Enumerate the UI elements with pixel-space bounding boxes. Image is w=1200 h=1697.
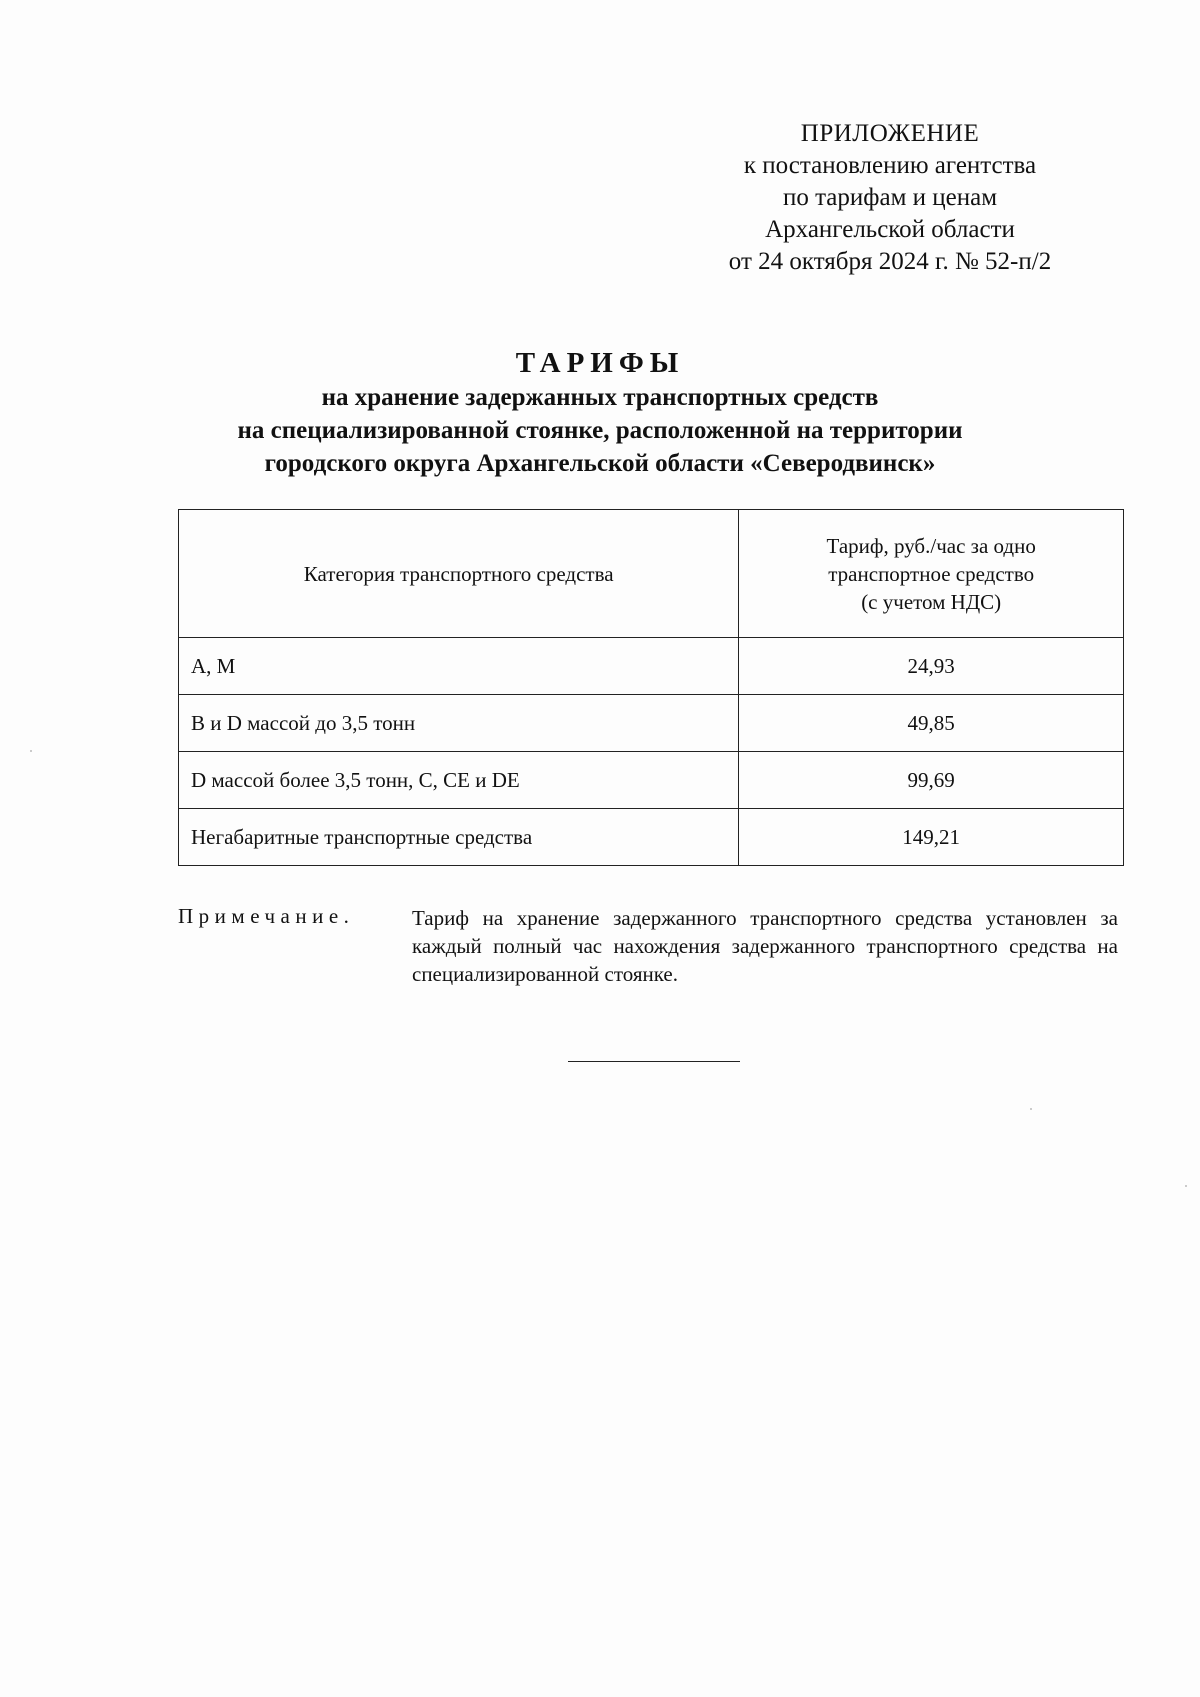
table-row bbox=[179, 809, 1124, 866]
table-header-row bbox=[179, 510, 1124, 638]
table-row bbox=[179, 695, 1124, 752]
appendix-line-2: по тарифам и ценам bbox=[782, 184, 998, 211]
document-title: ТАРИФЫ bbox=[515, 347, 685, 379]
header-tariff-line-2: транспортное средство bbox=[828, 561, 1035, 586]
subtitle-line-1: на хранение задержанных транспортных средств bbox=[321, 384, 879, 411]
appendix-line-4: от 24 октября 2024 г. № 52-п/2 bbox=[728, 248, 1052, 275]
row-category: D массой более 3,5 тонн, C, CE и DE bbox=[179, 752, 739, 809]
subtitle-line-2: на специализированной стоянке, расположенной на территории bbox=[237, 417, 963, 444]
header-category: Категория транспортного средства bbox=[179, 510, 739, 638]
scan-speck bbox=[1185, 1185, 1187, 1187]
row-category: Негабаритные транспортные средства bbox=[179, 809, 739, 866]
table-row bbox=[179, 752, 1124, 809]
appendix-line-1: к постановлению агентства bbox=[743, 152, 1037, 179]
header-tariff-line-1: Тариф, руб./час за одно bbox=[826, 533, 1036, 558]
scan-speck bbox=[1030, 1108, 1032, 1110]
scan-speck bbox=[30, 750, 32, 752]
appendix-block bbox=[690, 118, 1090, 278]
header-tariff-line-3: (с учетом НДС) bbox=[861, 589, 1002, 614]
header-tariff bbox=[739, 510, 1124, 638]
note-text: Тариф на хранение задержанного транспортного средства установлен за каждый полный час нахождения задержанного транспортного средства на специализированной стоянке. bbox=[412, 906, 1118, 986]
table-row bbox=[179, 638, 1124, 695]
appendix-line-3: Архангельской области bbox=[765, 216, 1015, 243]
row-tariff: 24,93 bbox=[739, 638, 1124, 695]
note-label: Примечание. bbox=[178, 904, 355, 928]
row-tariff: 49,85 bbox=[739, 695, 1124, 752]
appendix-title: ПРИЛОЖЕНИЕ bbox=[800, 120, 980, 147]
closing-line bbox=[568, 1061, 740, 1062]
row-tariff: 99,69 bbox=[739, 752, 1124, 809]
row-category: A, M bbox=[179, 638, 739, 695]
title-block bbox=[160, 345, 1040, 480]
subtitle-line-3: городского округа Архангельской области «Северодвинск» bbox=[264, 450, 936, 477]
row-tariff: 149,21 bbox=[739, 809, 1124, 866]
tariff-table bbox=[178, 509, 1124, 866]
row-category: B и D массой до 3,5 тонн bbox=[179, 695, 739, 752]
